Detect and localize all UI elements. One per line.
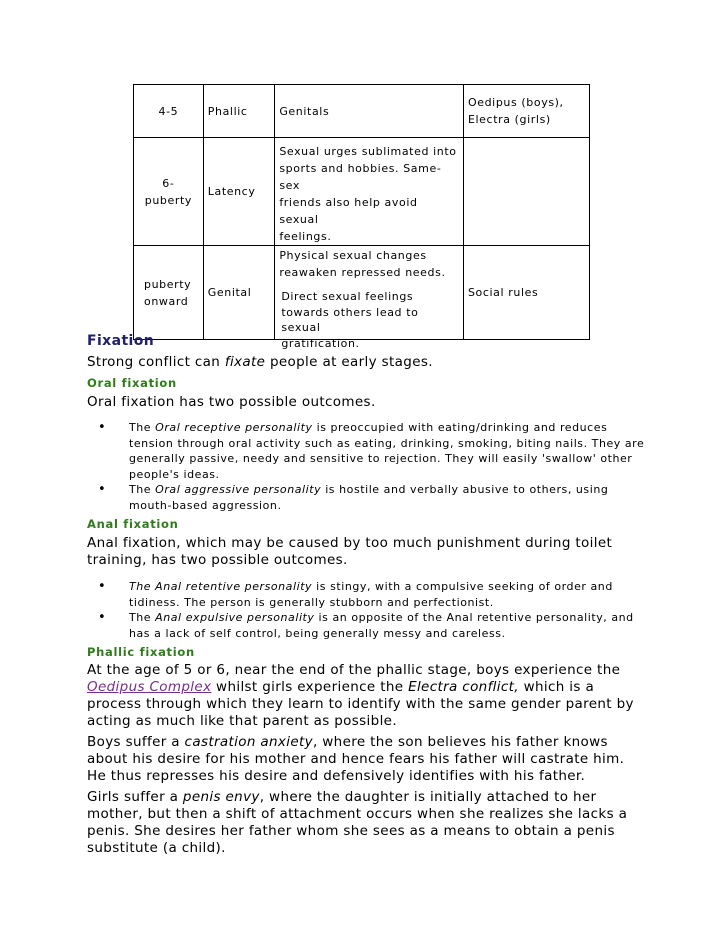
phallic-paragraph-1: At the age of 5 or 6, near the end of the phallic stage, boys experience the Oedipus Complex whilst girls experience the Electra conflict, which is a process through which they learn to identify with the same gender parent by acting as much like that parent as possible.: [87, 662, 634, 729]
phallic-paragraph-2: Boys suffer a castration anxiety, where the son believes his father knows about his desire for his mother and hence fears his father will castrate him. He thus represses his desire and defensively identifies with his father.: [87, 734, 625, 784]
stage-cell: Genital: [203, 246, 275, 340]
oral-fixation-heading: Oral fixation: [87, 376, 177, 390]
oedipus-complex-link[interactable]: Oedipus Complex: [87, 679, 212, 695]
list-item: • The Oral receptive personality is preoccupied with eating/drinking and reduces tension through oral activity such as eating, drinking, smoking, biting nails. They are generally passive, needy and sensitive to rejection. They will easily 'swallow' other people's ideas.: [98, 420, 645, 481]
oral-fixation-list: [87, 420, 647, 513]
oral-fixation-intro: Oral fixation has two possible outcomes.: [87, 394, 376, 410]
fixation-intro: Strong conflict can fixate people at early stages.: [87, 354, 433, 370]
anal-fixation-list: [87, 579, 647, 641]
list-item: • The Anal retentive personality is stingy, with a compulsive seeking of order and tidiness. The person is generally stubborn and perfectionist.: [98, 579, 613, 609]
phallic-paragraph-3: Girls suffer a penis envy, where the daughter is initially attached to her mother, but then a shift of attachment occurs when she realizes she lacks a penis. She desires her father whom she sees as a means to obtain a penis substitute (a child).: [87, 789, 628, 856]
table-row: [134, 246, 590, 340]
bullet-icon: •: [98, 610, 107, 625]
stage-cell: Phallic: [203, 85, 275, 138]
bullet-icon: •: [98, 579, 107, 594]
stage-cell: Latency: [203, 138, 275, 246]
conflict-cell: Oedipus (boys), Electra (girls): [463, 85, 589, 138]
bullet-icon: •: [98, 482, 107, 497]
bullet-icon: •: [98, 420, 107, 435]
focus-cell: Genitals: [275, 85, 464, 138]
focus-cell: Physical sexual changes reawaken repressed needs. Direct sexual feelings towards others lead to sexual gratification.: [275, 246, 464, 340]
list-item: • The Oral aggressive personality is hostile and verbally abusive to others, using mouth-based aggression.: [98, 482, 609, 512]
age-cell: 4-5: [134, 85, 204, 138]
anal-fixation-heading: Anal fixation: [87, 517, 179, 531]
anal-fixation-intro: Anal fixation, which may be caused by too much punishment during toilet training, has two possible outcomes.: [87, 535, 613, 568]
table-row: [134, 138, 590, 246]
conflict-cell: [463, 138, 589, 246]
conflict-cell: Social rules: [463, 246, 589, 340]
table-row: [134, 85, 590, 138]
fixation-heading: Fixation: [87, 333, 155, 349]
article-body: [87, 330, 647, 857]
phallic-fixation-heading: Phallic fixation: [87, 645, 195, 659]
list-item: • The Anal expulsive personality is an opposite of the Anal retentive personality, and has a lack of self control, being generally messy and careless.: [98, 610, 634, 640]
focus-cell: Sexual urges sublimated into sports and hobbies. Same-sex friends also help avoid sexual feelings.: [275, 138, 464, 246]
psychosexual-stages-table: [133, 84, 590, 350]
age-cell: puberty onward: [134, 246, 204, 340]
age-cell: 6- puberty: [134, 138, 204, 246]
